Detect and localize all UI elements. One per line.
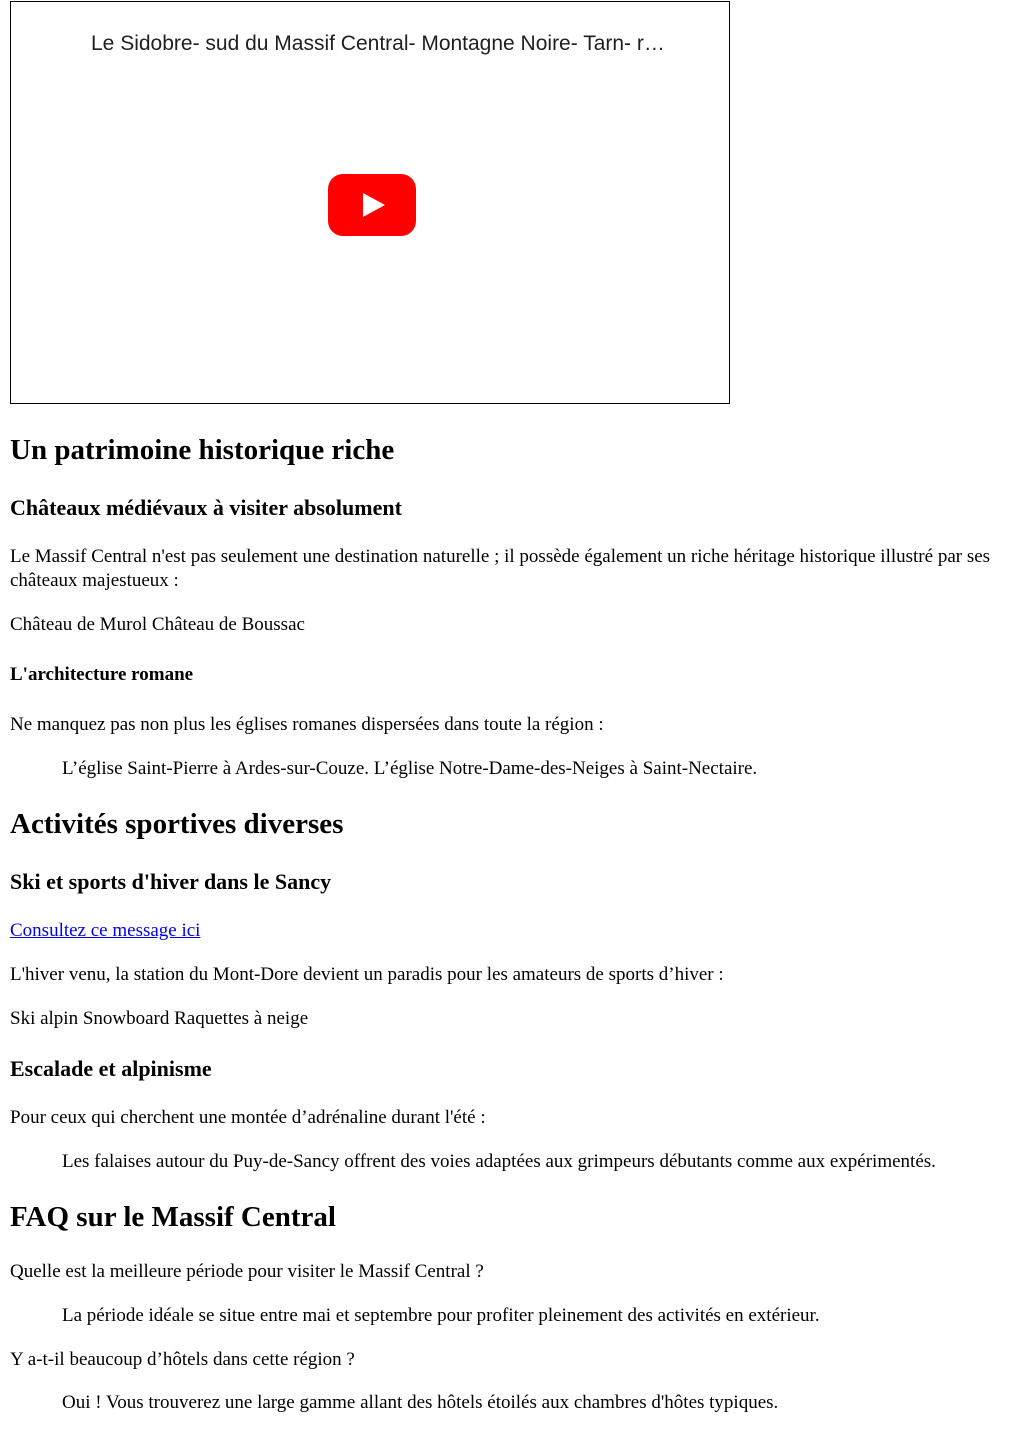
climb-quote: Les falaises autour du Puy-de-Sancy offrent des voies adaptées aux grimpeurs débutants comme aux expérimentés. <box>62 1151 936 1172</box>
winter-sports-list: Ski alpin Snowboard Raquettes à neige <box>10 1008 309 1029</box>
video-embed[interactable] <box>10 1 730 404</box>
intro-paragraph: Le Massif Central n'est pas seulement une destination naturelle ; il possède également un riche héritage historique illustré par ses châteaux majestueux : <box>10 546 991 591</box>
churches-intro: Ne manquez pas non plus les églises romanes dispersées dans toute la région : <box>10 714 604 735</box>
link-paragraph <box>10 919 1014 943</box>
heading-architecture: L'architecture romane <box>10 664 194 685</box>
heading-activites: Activités sportives diverses <box>10 808 344 840</box>
heading-ski: Ski et sports d'hiver dans le Sancy <box>10 869 332 894</box>
video-title[interactable]: Le Sidobre- sud du Massif Central- Montagne Noire- Tarn- r… <box>91 32 665 55</box>
castles-list: Château de Murol Château de Boussac <box>10 614 305 635</box>
faq-answer-2: Oui ! Vous trouverez une large gamme allant des hôtels étoilés aux chambres d'hôtes typiques. <box>62 1392 779 1413</box>
consult-message-link[interactable]: Consultez ce message ici <box>10 920 201 941</box>
climb-intro: Pour ceux qui cherchent une montée d’adrénaline durant l'été : <box>10 1107 486 1128</box>
heading-escalade: Escalade et alpinisme <box>10 1056 212 1081</box>
faq-question-1: Quelle est la meilleure période pour visiter le Massif Central ? <box>10 1261 484 1282</box>
faq-question-2: Y a-t-il beaucoup d’hôtels dans cette région ? <box>10 1349 355 1370</box>
faq-answer-1: La période idéale se situe entre mai et septembre pour profiter pleinement des activités en extérieur. <box>62 1305 820 1326</box>
heading-faq: FAQ sur le Massif Central <box>10 1201 336 1233</box>
heading-chateaux: Châteaux médiévaux à visiter absolument <box>10 495 402 520</box>
winter-intro: L'hiver venu, la station du Mont-Dore devient un paradis pour les amateurs de sports d’hiver : <box>10 964 724 985</box>
heading-patrimoine: Un patrimoine historique riche <box>10 434 395 466</box>
churches-quote: L’église Saint-Pierre à Ardes-sur-Couze. L’église Notre-Dame-des-Neiges à Saint-Nectaire. <box>62 758 758 779</box>
youtube-play-icon[interactable] <box>328 174 416 236</box>
